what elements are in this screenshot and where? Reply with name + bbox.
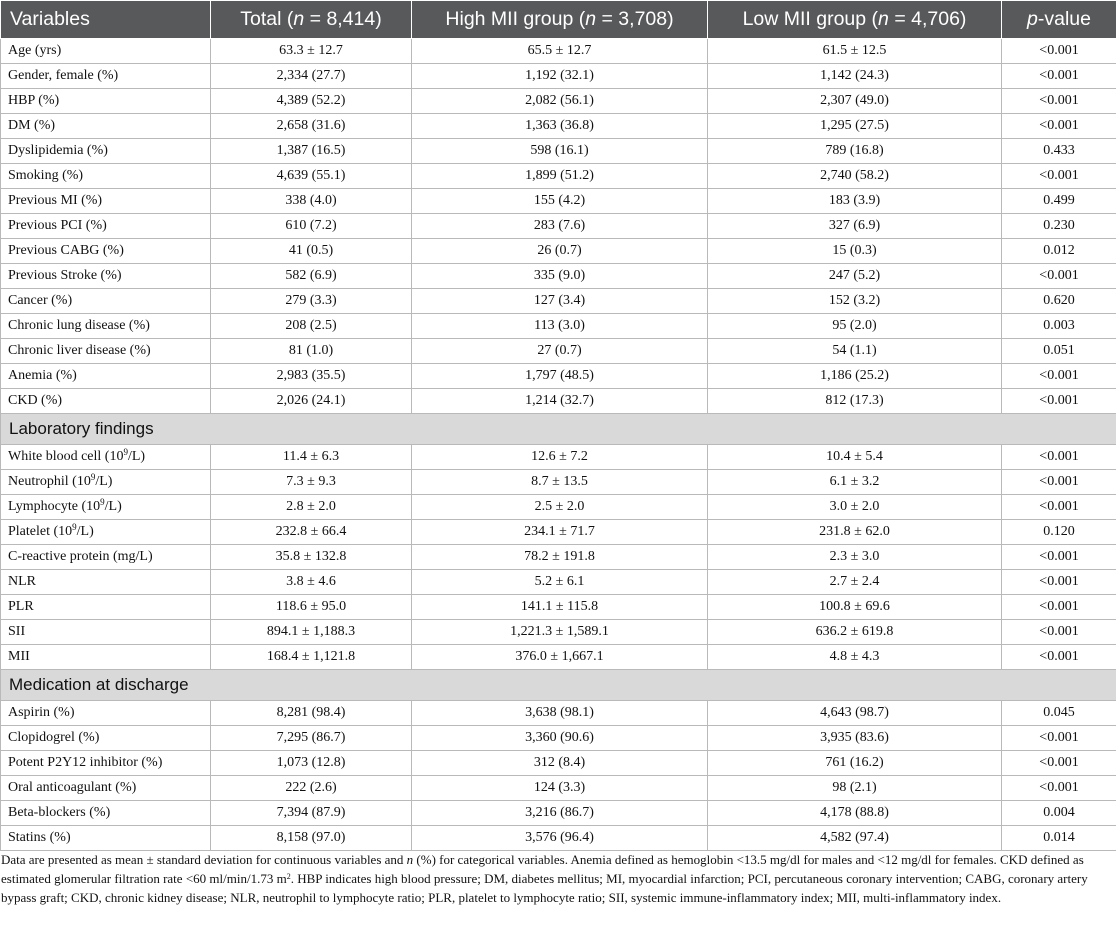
variable-label: Statins (%) (1, 826, 211, 851)
table-row (1, 495, 1116, 520)
variable-label: Previous Stroke (%) (1, 264, 211, 289)
p-value-cell: <0.001 (1002, 645, 1116, 670)
table-row (1, 445, 1116, 470)
low-mii-cell: 1,142 (24.3) (708, 64, 1002, 89)
low-mii-cell: 1,295 (27.5) (708, 114, 1002, 139)
table-row (1, 114, 1116, 139)
section-header-laboratory (1, 414, 1116, 445)
low-mii-cell: 54 (1.1) (708, 339, 1002, 364)
total-cell: 279 (3.3) (211, 289, 412, 314)
low-mii-cell: 4,582 (97.4) (708, 826, 1002, 851)
table-row (1, 470, 1116, 495)
p-value-cell: <0.001 (1002, 620, 1116, 645)
low-mii-cell: 3,935 (83.6) (708, 726, 1002, 751)
low-mii-cell: 61.5 ± 12.5 (708, 39, 1002, 64)
total-cell: 7,295 (86.7) (211, 726, 412, 751)
p-value-cell: <0.001 (1002, 114, 1116, 139)
table-row (1, 89, 1116, 114)
total-cell: 8,158 (97.0) (211, 826, 412, 851)
label-unit: /L) (127, 449, 146, 464)
table-row (1, 214, 1116, 239)
table-footnote: Data are presented as mean ± standard deviation for continuous variables and n (%) for categorical variables. Anemia defined as hemoglobin <13.5 mg/dl for males and <12 mg/dl for females. CKD defined as estimated glomerular filtration rate <60 ml/min/1.73 $m^2$. HBP indicates high blood pressure; DM, diabetes mellitus; MI, myocardial infarction; PCI, percutaneous coronary intervention; CABG, coronary artery bypass graft; CKD, chronic kidney disease; NLR, neutrophil to lymphocyte ratio; PLR, platelet to lymphocyte ratio; SII, systemic immune-inflammatory index; MII, multi-inflammatory index. (1, 852, 1088, 905)
table-row (1, 620, 1116, 645)
p-value-cell: <0.001 (1002, 39, 1116, 64)
variable-label (1, 645, 211, 670)
p-value-cell: <0.001 (1002, 364, 1116, 389)
total-cell: 2,983 (35.5) (211, 364, 412, 389)
table-row (1, 645, 1116, 670)
total-cell: 2.8 ± 2.0 (211, 495, 412, 520)
p-value-cell: <0.001 (1002, 545, 1116, 570)
table-body (1, 39, 1116, 851)
total-cell: 208 (2.5) (211, 314, 412, 339)
low-mii-cell: 327 (6.9) (708, 214, 1002, 239)
high-mii-cell: 78.2 ± 191.8 (412, 545, 708, 570)
variable-label (1, 470, 211, 495)
low-mii-cell: 4,178 (88.8) (708, 801, 1002, 826)
total-cell: 232.8 ± 66.4 (211, 520, 412, 545)
table-row (1, 189, 1116, 214)
label-superscript: 9 (90, 472, 96, 482)
p-value-cell: 0.012 (1002, 239, 1116, 264)
variable-label: CKD (%) (1, 389, 211, 414)
high-mii-cell: 2.5 ± 2.0 (412, 495, 708, 520)
p-value-cell: 0.003 (1002, 314, 1116, 339)
low-mii-cell: 231.8 ± 62.0 (708, 520, 1002, 545)
variable-label: DM (%) (1, 114, 211, 139)
high-mii-cell: 1,797 (48.5) (412, 364, 708, 389)
p-value-cell: <0.001 (1002, 264, 1116, 289)
variable-label (1, 570, 211, 595)
label-superscript: 9 (72, 522, 77, 532)
section-label: Laboratory findings (1, 414, 1116, 445)
total-cell: 2,658 (31.6) (211, 114, 412, 139)
label-text: NLR (8, 574, 36, 589)
p-value-cell: <0.001 (1002, 470, 1116, 495)
label-text: White blood cell (10 (8, 449, 124, 464)
table-row (1, 339, 1116, 364)
low-mii-cell: 98 (2.1) (708, 776, 1002, 801)
table-row (1, 570, 1116, 595)
table-row (1, 264, 1116, 289)
variable-label (1, 545, 211, 570)
table-row (1, 164, 1116, 189)
high-mii-cell: 3,576 (96.4) (412, 826, 708, 851)
p-value-cell: 0.120 (1002, 520, 1116, 545)
total-cell: 11.4 ± 6.3 (211, 445, 412, 470)
total-cell: 338 (4.0) (211, 189, 412, 214)
total-cell: 610 (7.2) (211, 214, 412, 239)
variable-label (1, 620, 211, 645)
variable-label: Aspirin (%) (1, 701, 211, 726)
high-mii-cell: 283 (7.6) (412, 214, 708, 239)
p-value-cell: <0.001 (1002, 776, 1116, 801)
high-mii-cell: 335 (9.0) (412, 264, 708, 289)
total-cell: 2,334 (27.7) (211, 64, 412, 89)
low-mii-cell: 1,186 (25.2) (708, 364, 1002, 389)
high-mii-cell: 113 (3.0) (412, 314, 708, 339)
variable-label (1, 495, 211, 520)
low-mii-cell: 183 (3.9) (708, 189, 1002, 214)
p-value-cell: <0.001 (1002, 495, 1116, 520)
total-cell: 7.3 ± 9.3 (211, 470, 412, 495)
variable-label (1, 595, 211, 620)
p-value-cell: <0.001 (1002, 164, 1116, 189)
variable-label: Chronic lung disease (%) (1, 314, 211, 339)
table-row (1, 751, 1116, 776)
variable-label: Oral anticoagulant (%) (1, 776, 211, 801)
variable-label: HBP (%) (1, 89, 211, 114)
high-mii-cell: 26 (0.7) (412, 239, 708, 264)
label-text: Lymphocyte (10 (8, 499, 101, 514)
label-unit: /L) (104, 499, 122, 514)
high-mii-cell: 3,360 (90.6) (412, 726, 708, 751)
total-cell: 1,387 (16.5) (211, 139, 412, 164)
label-text: PLR (8, 599, 34, 614)
p-value-cell: 0.014 (1002, 826, 1116, 851)
low-mii-cell: 4.8 ± 4.3 (708, 645, 1002, 670)
p-value-cell: 0.045 (1002, 701, 1116, 726)
variable-label: Dyslipidemia (%) (1, 139, 211, 164)
high-mii-cell: 312 (8.4) (412, 751, 708, 776)
low-mii-cell: 247 (5.2) (708, 264, 1002, 289)
low-mii-cell: 789 (16.8) (708, 139, 1002, 164)
section-header-medication (1, 670, 1116, 701)
high-mii-cell: 5.2 ± 6.1 (412, 570, 708, 595)
table-row (1, 389, 1116, 414)
variable-label: Clopidogrel (%) (1, 726, 211, 751)
high-mii-cell: 3,638 (98.1) (412, 701, 708, 726)
high-mii-cell: 65.5 ± 12.7 (412, 39, 708, 64)
total-cell: 8,281 (98.4) (211, 701, 412, 726)
variable-label: Cancer (%) (1, 289, 211, 314)
high-mii-cell: 1,363 (36.8) (412, 114, 708, 139)
low-mii-cell: 10.4 ± 5.4 (708, 445, 1002, 470)
table-row (1, 801, 1116, 826)
high-mii-cell: 598 (16.1) (412, 139, 708, 164)
low-mii-cell: 100.8 ± 69.6 (708, 595, 1002, 620)
total-cell: 168.4 ± 1,121.8 (211, 645, 412, 670)
p-value-cell: <0.001 (1002, 89, 1116, 114)
table-row (1, 826, 1116, 851)
total-cell: 81 (1.0) (211, 339, 412, 364)
table-row (1, 726, 1116, 751)
total-cell: 35.8 ± 132.8 (211, 545, 412, 570)
header-p-value: p-value (1002, 1, 1116, 39)
table-row (1, 520, 1116, 545)
variable-label: Previous MI (%) (1, 189, 211, 214)
total-cell: 63.3 ± 12.7 (211, 39, 412, 64)
header-low-mii: Low MII group (n = 4,706) (708, 1, 1002, 39)
total-cell: 41 (0.5) (211, 239, 412, 264)
section-label: Medication at discharge (1, 670, 1116, 701)
header-variables: Variables (1, 1, 211, 39)
p-value-cell: <0.001 (1002, 751, 1116, 776)
p-value-cell: <0.001 (1002, 445, 1116, 470)
high-mii-cell: 234.1 ± 71.7 (412, 520, 708, 545)
label-unit: /L) (76, 524, 94, 539)
header-total: Total (n = 8,414) (211, 1, 412, 39)
label-superscript: 9 (100, 497, 105, 507)
variable-label: Previous CABG (%) (1, 239, 211, 264)
total-cell: 894.1 ± 1,188.3 (211, 620, 412, 645)
label-superscript: 9 (123, 447, 128, 457)
high-mii-cell: 1,221.3 ± 1,589.1 (412, 620, 708, 645)
high-mii-cell: 376.0 ± 1,667.1 (412, 645, 708, 670)
table-row (1, 364, 1116, 389)
variable-label: Anemia (%) (1, 364, 211, 389)
total-cell: 2,026 (24.1) (211, 389, 412, 414)
high-mii-cell: 1,899 (51.2) (412, 164, 708, 189)
high-mii-cell: 1,192 (32.1) (412, 64, 708, 89)
table-row (1, 239, 1116, 264)
low-mii-cell: 761 (16.2) (708, 751, 1002, 776)
total-cell: 582 (6.9) (211, 264, 412, 289)
low-mii-cell: 812 (17.3) (708, 389, 1002, 414)
p-value-cell: <0.001 (1002, 595, 1116, 620)
total-cell: 118.6 ± 95.0 (211, 595, 412, 620)
high-mii-cell: 27 (0.7) (412, 339, 708, 364)
table-row (1, 595, 1116, 620)
variable-label: Potent P2Y12 inhibitor (%) (1, 751, 211, 776)
table-row (1, 139, 1116, 164)
p-value-cell: 0.433 (1002, 139, 1116, 164)
low-mii-cell: 2,740 (58.2) (708, 164, 1002, 189)
high-mii-cell: 127 (3.4) (412, 289, 708, 314)
low-mii-cell: 2.3 ± 3.0 (708, 545, 1002, 570)
p-value-cell: 0.620 (1002, 289, 1116, 314)
low-mii-cell: 3.0 ± 2.0 (708, 495, 1002, 520)
table-row (1, 701, 1116, 726)
total-cell: 222 (2.6) (211, 776, 412, 801)
high-mii-cell: 155 (4.2) (412, 189, 708, 214)
p-value-cell: 0.051 (1002, 339, 1116, 364)
p-value-cell: 0.004 (1002, 801, 1116, 826)
low-mii-cell: 15 (0.3) (708, 239, 1002, 264)
high-mii-cell: 8.7 ± 13.5 (412, 470, 708, 495)
high-mii-cell: 3,216 (86.7) (412, 801, 708, 826)
total-cell: 4,389 (52.2) (211, 89, 412, 114)
label-text: Neutrophil (10 (8, 474, 91, 489)
variable-label: Beta-blockers (%) (1, 801, 211, 826)
table-row (1, 64, 1116, 89)
variable-label: Age (yrs) (1, 39, 211, 64)
low-mii-cell: 4,643 (98.7) (708, 701, 1002, 726)
label-text: MII (8, 649, 30, 664)
variable-label: Smoking (%) (1, 164, 211, 189)
low-mii-cell: 152 (3.2) (708, 289, 1002, 314)
label-text: C-reactive protein (mg/L) (8, 549, 153, 564)
p-value-cell: <0.001 (1002, 389, 1116, 414)
table-row (1, 314, 1116, 339)
p-value-cell: <0.001 (1002, 570, 1116, 595)
total-cell: 1,073 (12.8) (211, 751, 412, 776)
table-row (1, 545, 1116, 570)
total-cell: 7,394 (87.9) (211, 801, 412, 826)
high-mii-cell: 2,082 (56.1) (412, 89, 708, 114)
high-mii-cell: 12.6 ± 7.2 (412, 445, 708, 470)
header-high-mii: High MII group (n = 3,708) (412, 1, 708, 39)
variable-label: Gender, female (%) (1, 64, 211, 89)
p-value-cell: 0.230 (1002, 214, 1116, 239)
label-text: SII (8, 624, 26, 639)
total-cell: 3.8 ± 4.6 (211, 570, 412, 595)
variable-label: Previous PCI (%) (1, 214, 211, 239)
low-mii-cell: 6.1 ± 3.2 (708, 470, 1002, 495)
variable-label (1, 520, 211, 545)
p-value-cell: 0.499 (1002, 189, 1116, 214)
low-mii-cell: 2.7 ± 2.4 (708, 570, 1002, 595)
table-row (1, 776, 1116, 801)
variable-label (1, 445, 211, 470)
low-mii-cell: 95 (2.0) (708, 314, 1002, 339)
table-row (1, 289, 1116, 314)
low-mii-cell: 636.2 ± 619.8 (708, 620, 1002, 645)
header-row (1, 1, 1116, 39)
total-cell: 4,639 (55.1) (211, 164, 412, 189)
p-value-cell: <0.001 (1002, 726, 1116, 751)
high-mii-cell: 124 (3.3) (412, 776, 708, 801)
label-text: Platelet (10 (8, 524, 73, 539)
variable-label: Chronic liver disease (%) (1, 339, 211, 364)
table-row (1, 39, 1116, 64)
high-mii-cell: 141.1 ± 115.8 (412, 595, 708, 620)
low-mii-cell: 2,307 (49.0) (708, 89, 1002, 114)
p-value-cell: <0.001 (1002, 64, 1116, 89)
high-mii-cell: 1,214 (32.7) (412, 389, 708, 414)
label-unit: /L) (95, 474, 113, 489)
